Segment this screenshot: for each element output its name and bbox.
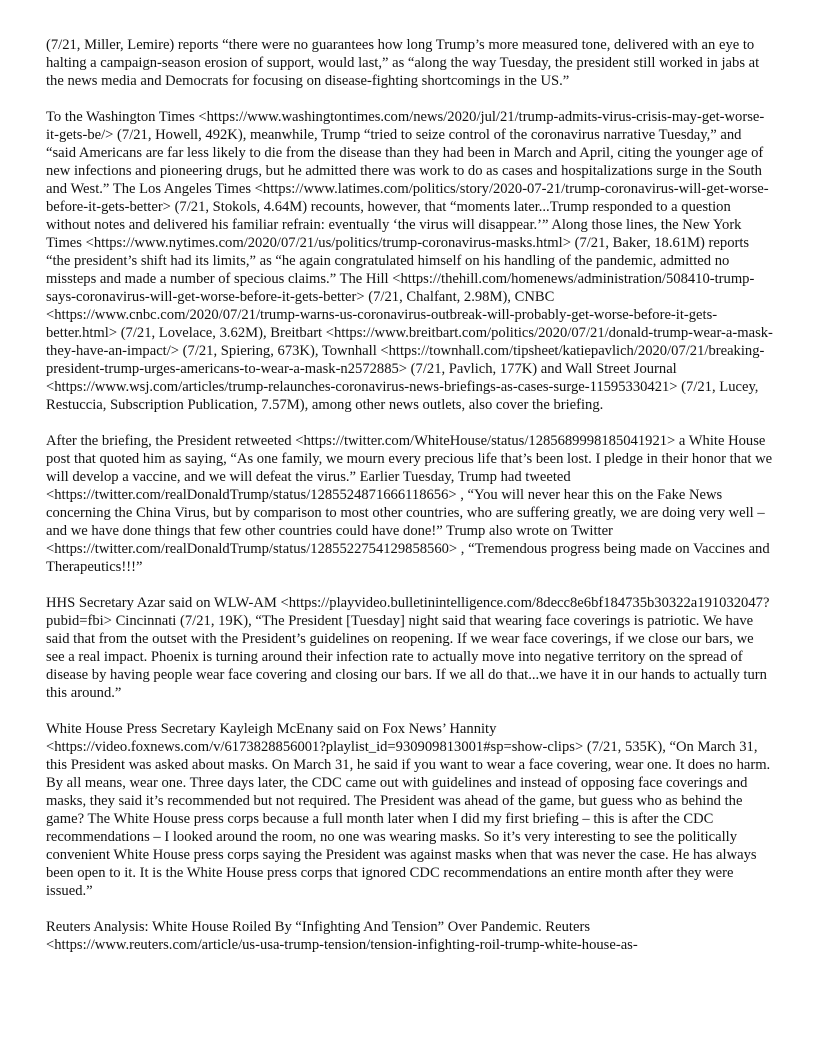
document-body (46, 36, 774, 954)
paragraph-media-coverage: To the Washington Times <https://www.washingtontimes.com/news/2020/jul/21/trump-admits-virus-crisis-may-get-worse-it-gets-be/> (7/21, Howell, 492K), meanwhile, Trump “tried to seize control of the coronavirus narrative Tuesday,” and “said Americans are far less likely to die from the disease than they had been in March and April, citing the younger age of new infections and pioneering drugs, but he admitted there was work to do as cases and hospitalizations surge in the South and West.” The Los Angeles Times <https://www.latimes.com/politics/story/2020-07-21/trump-coronavirus-will-get-worse-before-it-gets-better> (7/21, Stokols, 4.64M) recounts, however, that “moments later...Trump responded to a question without notes and delivered his familiar refrain: eventually ‘the virus will disappear.’” Along those lines, the New York Times <https://www.nytimes.com/2020/07/21/us/politics/trump-coronavirus-masks.html> (7/21, Baker, 18.61M) reports “the president’s shift had its limits,” as “he again congratulated himself on his handling of the pandemic, admitted no missteps and made a number of specious claims.” The Hill <https://thehill.com/homenews/administration/508410-trump-says-coronavirus-will-get-worse-before-it-gets-better> (7/21, Chalfant, 2.98M), CNBC <https://www.cnbc.com/2020/07/21/trump-warns-us-coronavirus-outbreak-will-probably-get-worse-before-it-gets-better.html> (7/21, Lovelace, 3.62M), Breitbart <https://www.breitbart.com/politics/2020/07/21/donald-trump-wear-a-mask-they-have-an-impact/> (7/21, Spiering, 673K), Townhall <https://townhall.com/tipsheet/katiepavlich/2020/07/21/breaking-president-trump-urges-americans-to-wear-a-mask-n2572885> (7/21, Pavlich, 177K) and Wall Street Journal <https://www.wsj.com/articles/trump-relaunches-coronavirus-news-briefings-as-cases-surge-11595330421> (7/21, Lucey, Restuccia, Subscription Publication, 7.57M), among other news outlets, also cover the briefing. (46, 109, 773, 413)
paragraph-azar-remarks: HHS Secretary Azar said on WLW-AM <https://playvideo.bulletinintelligence.com/8decc8e6bf184735b30322a191032047?pubid=fbi> Cincinnati (7/21, 19K), “The President [Tuesday] night said that wearing face coverings is patriotic. We have said that from the outset with the President’s guidelines on reopening. If we wear face coverings, if we close our bars, we see a real impact. Phoenix is turning around their infection rate to actually move into negative territory on the spread of disease by having people wear face covering and closing our bars. If we all do that...we have it in our hands to actually turn this around.” (46, 595, 770, 701)
paragraph-reuters-analysis: Reuters Analysis: White House Roiled By “Infighting And Tension” Over Pandemic. Reuters <https://www.reuters.com/article/us-usa-trump-tension/tension-infighting-roil-trump-white-house-as- (46, 919, 638, 953)
paragraph-mcenany-remarks: White House Press Secretary Kayleigh McEnany said on Fox News’ Hannity <https://video.foxnews.com/v/6173828856001?playlist_id=930909813001#sp=show-clips> (7/21, 535K), “On March 31, this President was asked about masks. On March 31, he said if you want to wear a face covering, wear one. It does no harm. By all means, wear one. Three days later, the CDC came out with guidelines and instead of opposing face coverings and masks, they said it’s recommended but not required. The President was ahead of the game, but guess who as behind the game? The White House press corps because a full month later when I did my first briefing – this is after the CDC recommendations – I looked around the room, no one was wearing masks. So it’s very interesting to see the politically convenient White House press corps saying the President was against masks when that was never the case. He has always been open to it. It is the White House press corps that ignored CDC recommendations an entire month after they were issued.” (46, 721, 771, 899)
paragraph-ap-tone: (7/21, Miller, Lemire) reports “there were no guarantees how long Trump’s more measured tone, delivered with an eye to halting a campaign-season erosion of support, would last,” as “along the way Tuesday, the president still worked in jabs at the news media and Democrats for focusing on disease-fighting shortcomings in the US.” (46, 37, 760, 89)
paragraph-president-tweets: After the briefing, the President retweeted <https://twitter.com/WhiteHouse/status/1285689998185041921> a White House post that quoted him as saying, “As one family, we mourn every precious life that’s been lost. I pledge in their honor that we will develop a vaccine, and we will defeat the virus.” Earlier Tuesday, Trump had tweeted <https://twitter.com/realDonaldTrump/status/1285524871666118656> , “You will never hear this on the Fake News concerning the China Virus, but by comparison to most other countries, who are suffering greatly, we are doing very well – and we have done things that few other countries could have done!” Trump also wrote on Twitter <https://twitter.com/realDonaldTrump/status/1285522754129858560> , “Tremendous progress being made on Vaccines and Therapeutics!!!” (46, 433, 773, 575)
